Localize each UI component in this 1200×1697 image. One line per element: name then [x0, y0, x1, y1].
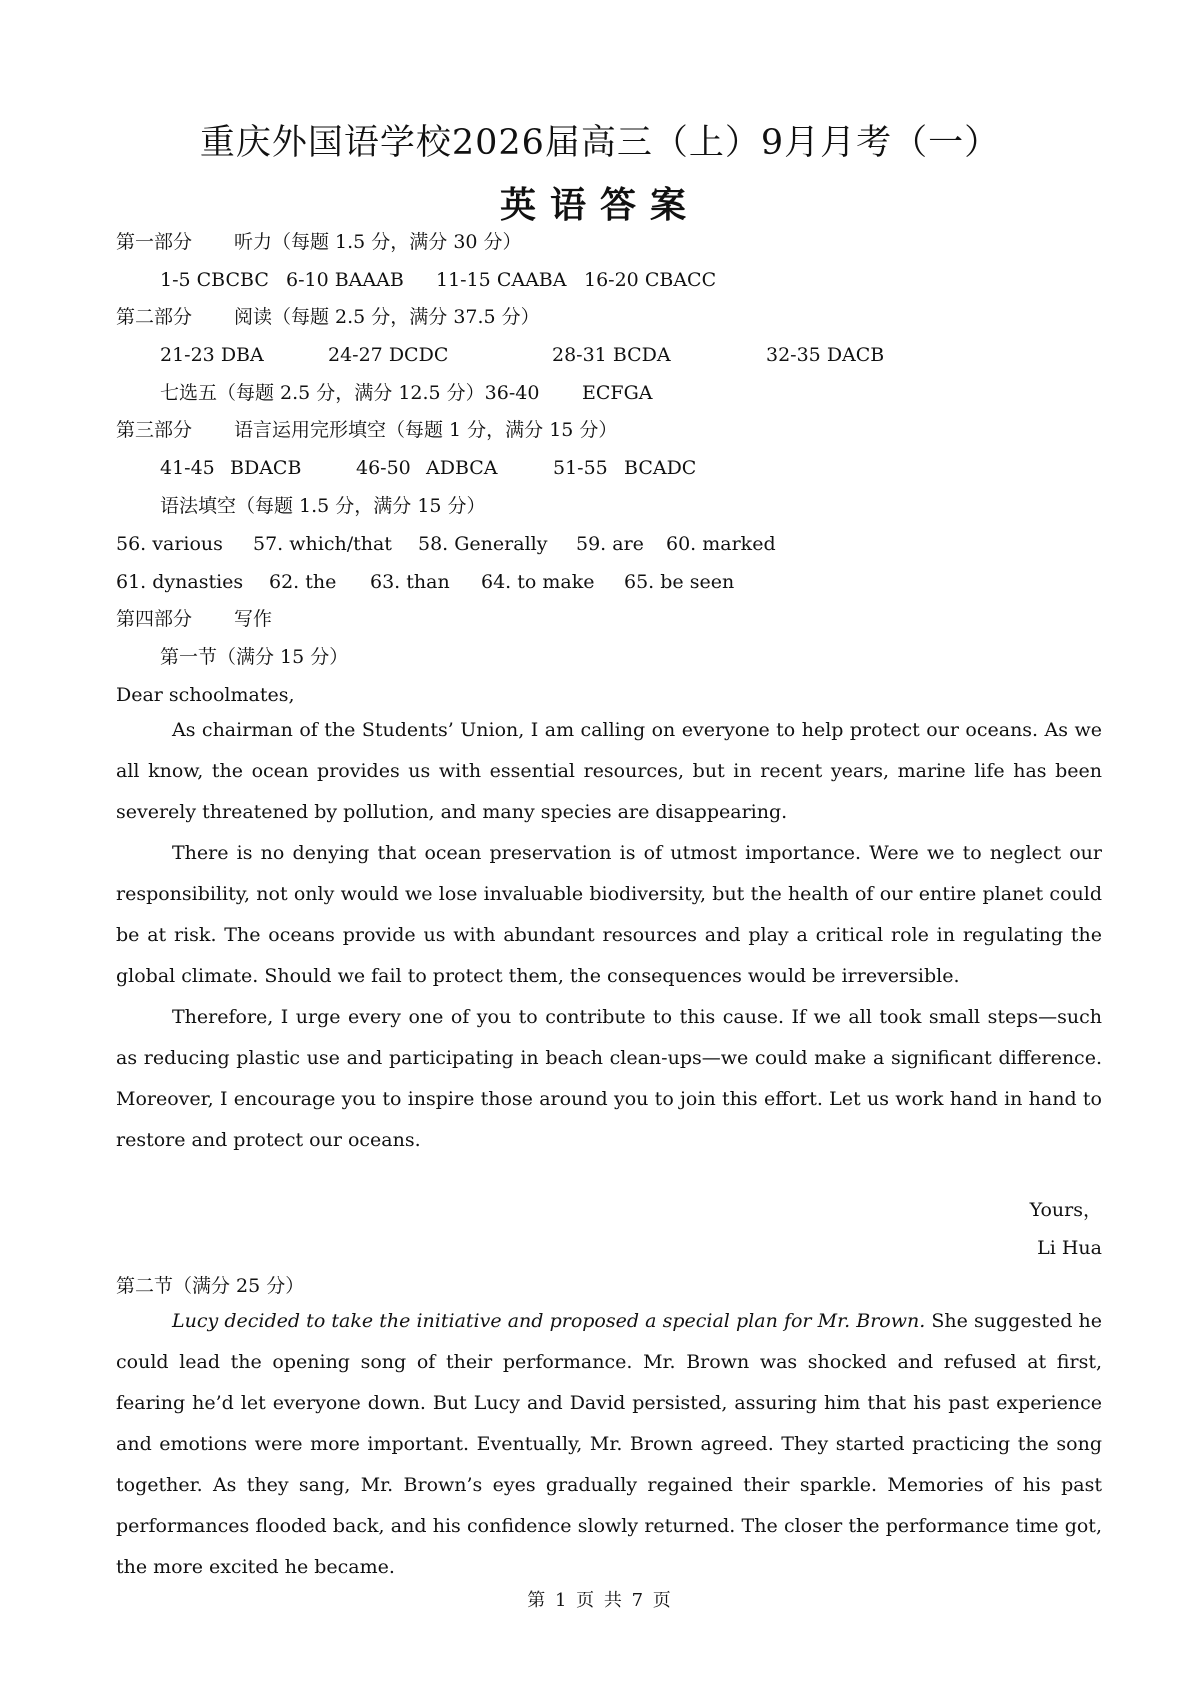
- grammar-answer: 60. marked: [666, 533, 776, 555]
- part1-answer: 16-20 CBACC: [584, 269, 717, 291]
- part1-answer: 1-5 CBCBC: [160, 269, 269, 291]
- cloze-range: 51-55: [553, 457, 608, 479]
- grammar-answer: 65. be seen: [624, 571, 735, 593]
- part2-desc: 阅读（每题 2.5 分，满分 37.5 分）: [234, 306, 540, 328]
- section1-heading: 第一节（满分 15 分）: [160, 646, 349, 668]
- cloze-answer: BDACB: [230, 457, 302, 479]
- page-number: 第 1 页 共 7 页: [527, 1590, 673, 1611]
- letter-paragraph-2: There is no denying that ocean preservation is of utmost importance. Were we to neglect our responsibility, not only would we lose invaluable biodiversity, but the health of our entire planet could be at risk. The oceans provide us with abundant resources and play a critical role in regulating the global climate. Should we fail to protect them, the consequences would be irreversible.: [116, 842, 1102, 987]
- part1-answer: 6-10 BAAAB: [286, 269, 404, 291]
- continuation-paragraph: [116, 1301, 1102, 1588]
- part3-desc: 语言运用完形填空（每题 1 分，满分 15 分）: [234, 419, 618, 441]
- continuation-given-sentence: Lucy decided to take the initiative and proposed a special plan for Mr. Brown.: [172, 1310, 926, 1332]
- cloze-answer: ADBCA: [426, 457, 498, 479]
- grammar-answer: 64. to make: [481, 571, 595, 593]
- part2-label: 第二部分: [116, 306, 193, 328]
- letter-paragraph-3: Therefore, I urge every one of you to contribute to this cause. If we all took small steps—such as reducing plastic use and participating in beach clean-ups—we could make a significant difference. Moreover, I encourage you to inspire those around you to join this effort. Let us work hand in hand to restore and protect our oceans.: [116, 1006, 1102, 1151]
- grammar-answer: 63. than: [370, 571, 450, 593]
- letter-paragraph-1: As chairman of the Students’ Union, I am calling on everyone to help protect our oceans. As we all know, the ocean provides us with essential resources, but in recent years, marine life has been severely threatened by pollution, and many species are disappearing.: [116, 719, 1102, 823]
- grammar-answer: 56. various: [116, 533, 223, 555]
- section2-heading: 第二节（满分 25 分）: [116, 1275, 305, 1297]
- cloze-answer: BCADC: [624, 457, 697, 479]
- grammar-answer: 59. are: [576, 533, 644, 555]
- seven-choose-five-label: 七选五（每题 2.5 分，满分 12.5 分）36-40: [160, 382, 540, 404]
- part2-answer: 28-31 BCDA: [552, 344, 671, 366]
- page-subtitle: 英语答案: [499, 184, 700, 226]
- letter-signature: Li Hua: [1037, 1237, 1102, 1259]
- part1-answer: 11-15 CAABA: [436, 269, 567, 291]
- grammar-answer: 58. Generally: [418, 533, 548, 555]
- continuation-text: She suggested he could lead the opening song of their performance. Mr. Brown was shocked and refused at first, fearing he’d let everyone down. But Lucy and David persisted, assuring him that his past experience and emotions were more important. Eventually, Mr. Brown agreed. They started practicing the song together. As they sang, Mr. Brown’s eyes gradually regained their sparkle. Memories of his past performances flooded back, and his confidence slowly returned. The closer the performance time got, the more excited he became.: [116, 1310, 1102, 1578]
- grammar-answer: 62. the: [269, 571, 337, 593]
- grammar-fill-label: 语法填空（每题 1.5 分，满分 15 分）: [160, 495, 486, 517]
- part4-desc: 写作: [234, 608, 273, 630]
- part4-label: 第四部分: [116, 608, 193, 630]
- cloze-range: 41-45: [160, 457, 215, 479]
- grammar-answer: 57. which/that: [253, 533, 392, 555]
- page-title: 重庆外国语学校2026届高三（上）9月月考（一）: [199, 123, 1001, 163]
- letter-greeting: Dear schoolmates,: [116, 684, 295, 706]
- part1-desc: 听力（每题 1.5 分，满分 30 分）: [234, 231, 522, 253]
- part2-answer: 21-23 DBA: [160, 344, 264, 366]
- part1-label: 第一部分: [116, 231, 193, 253]
- part2-answer: 32-35 DACB: [766, 344, 885, 366]
- grammar-answer: 61. dynasties: [116, 571, 244, 593]
- letter-closing: Yours，: [1029, 1199, 1102, 1221]
- cloze-range: 46-50: [356, 457, 411, 479]
- seven-choose-five-answer: ECFGA: [582, 382, 653, 404]
- part3-label: 第三部分: [116, 419, 193, 441]
- part2-answer: 24-27 DCDC: [328, 344, 449, 366]
